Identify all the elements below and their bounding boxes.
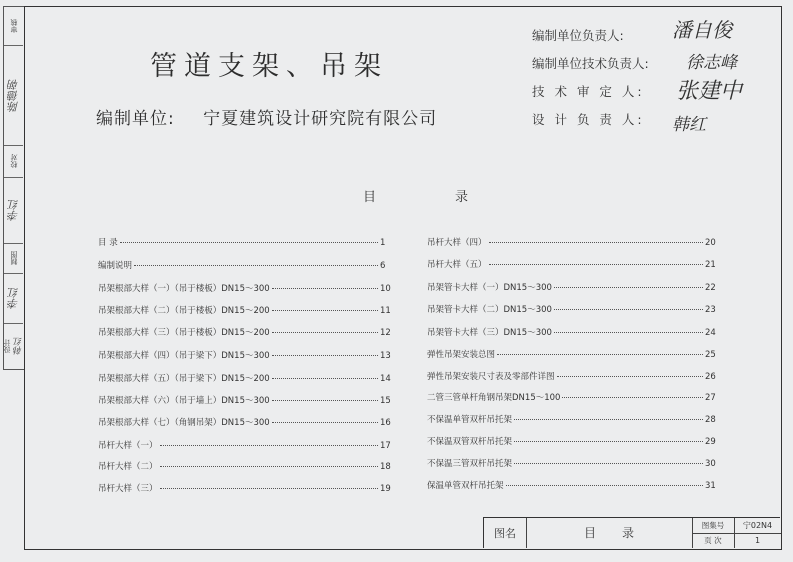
toc-entry[interactable] bbox=[98, 460, 394, 472]
toc-entry[interactable] bbox=[427, 303, 719, 315]
toc-entry-page: 21 bbox=[705, 260, 716, 270]
title-block-set-value: 宁02N4 bbox=[742, 521, 773, 530]
toc-entry[interactable] bbox=[427, 348, 719, 360]
side-signature-proof: 李红 bbox=[6, 199, 20, 221]
toc-entry-leader bbox=[160, 488, 378, 489]
toc-entry[interactable] bbox=[427, 370, 719, 382]
toc-entry-title: 吊架管卡大样（一）DN15～300 bbox=[427, 283, 552, 293]
title-block-page-value: 1 bbox=[754, 535, 761, 545]
toc-entry-leader bbox=[272, 310, 378, 311]
role-designer: 设 计 负 责 人: bbox=[532, 112, 645, 127]
title-block-name-value-b: 录 bbox=[622, 526, 635, 540]
toc-heading-left: 目 bbox=[363, 190, 377, 205]
side-label-proof: 校对 bbox=[9, 154, 18, 168]
toc-entry-page: 10 bbox=[380, 284, 391, 294]
toc-entry-leader bbox=[489, 242, 703, 243]
toc-entry-title: 吊架根部大样（七）（角钢吊架）DN15～300 bbox=[98, 418, 270, 428]
toc-entry-title: 吊杆大样（三） bbox=[98, 484, 158, 494]
signature-unit-head: 潘自俊 bbox=[672, 18, 732, 42]
toc-entry[interactable] bbox=[98, 236, 394, 248]
toc-entry[interactable] bbox=[427, 281, 719, 293]
toc-entry-page: 28 bbox=[705, 415, 716, 425]
toc-entry[interactable] bbox=[98, 326, 394, 338]
toc-entry-title: 吊杆大样（四） bbox=[427, 238, 487, 248]
toc-entry-title: 吊架根部大样（一）（吊于楼板）DN15～300 bbox=[98, 284, 270, 294]
toc-entry[interactable] bbox=[427, 326, 719, 338]
toc-entry-page: 30 bbox=[705, 459, 716, 469]
toc-entry-leader bbox=[272, 378, 378, 379]
toc-entry-title: 弹性吊架安装总图 bbox=[427, 350, 496, 360]
toc-entry-page: 16 bbox=[380, 418, 391, 428]
toc-entry-leader bbox=[120, 242, 378, 243]
title-block-name-label: 图名 bbox=[494, 526, 516, 540]
title-block-name-value-a: 目 bbox=[583, 526, 596, 540]
toc-entry-page: 26 bbox=[705, 372, 716, 382]
toc-entry-leader bbox=[514, 419, 703, 420]
toc-entry-page: 17 bbox=[380, 441, 391, 451]
toc-entry-leader bbox=[160, 466, 378, 467]
toc-entry-leader bbox=[160, 445, 378, 446]
side-cell-design bbox=[4, 323, 23, 369]
signature-tech-head: 徐志峰 bbox=[686, 53, 737, 73]
toc-entry-title: 吊架管卡大样（三）DN15～300 bbox=[427, 328, 552, 338]
toc-entry-page: 11 bbox=[380, 306, 391, 316]
toc-entry-title: 吊架根部大样（二）（吊于楼板）DN15～200 bbox=[98, 306, 270, 316]
toc-entry-leader bbox=[554, 332, 703, 333]
toc-entry-title: 二管三管单杆角钢吊架DN15～100 bbox=[427, 393, 561, 403]
toc-entry-page: 22 bbox=[705, 283, 716, 293]
toc-entry-page: 6 bbox=[380, 261, 386, 271]
toc-entry[interactable] bbox=[427, 391, 719, 403]
toc-entry[interactable] bbox=[98, 416, 394, 428]
toc-entry[interactable] bbox=[98, 439, 394, 451]
toc-entry-leader bbox=[497, 354, 703, 355]
role-unit-head: 编制单位负责人: bbox=[532, 28, 624, 43]
title-block bbox=[483, 517, 780, 548]
toc-entry-title: 吊架根部大样（五）（吊于梁下）DN15～200 bbox=[98, 374, 270, 384]
toc-entry[interactable] bbox=[427, 236, 719, 248]
toc-entry-leader bbox=[514, 463, 703, 464]
title-block-page-label: 页 次 bbox=[704, 535, 722, 545]
toc-entry[interactable] bbox=[427, 435, 719, 447]
toc-entry-page: 20 bbox=[705, 238, 716, 248]
toc-entry[interactable] bbox=[98, 349, 394, 361]
atlas-title: 管道支架、吊架 bbox=[150, 51, 388, 82]
toc-entry-title: 保温单管双杆吊托架 bbox=[427, 481, 504, 491]
signature-reviewer: 张建中 bbox=[676, 79, 743, 104]
side-cell-draw-label bbox=[4, 243, 23, 274]
toc-entry-title: 吊架根部大样（六）（吊于墙上）DN15～300 bbox=[98, 396, 270, 406]
toc-entry-page: 29 bbox=[705, 437, 716, 447]
side-signature-draw: 李红 bbox=[6, 287, 20, 309]
toc-entry[interactable] bbox=[427, 413, 719, 425]
role-reviewer: 技 术 审 定 人: bbox=[532, 84, 645, 99]
toc-entry[interactable] bbox=[98, 372, 394, 384]
side-cell-proof-label bbox=[4, 145, 23, 178]
toc-entry-leader bbox=[272, 332, 378, 333]
side-signature-review: 陈德朝 bbox=[6, 78, 20, 112]
side-signature-strip bbox=[3, 6, 24, 370]
toc-entry-title: 目 录 bbox=[98, 238, 118, 248]
toc-entry-page: 19 bbox=[380, 484, 391, 494]
toc-entry-page: 31 bbox=[705, 481, 716, 491]
toc-entry-page: 13 bbox=[380, 351, 391, 361]
toc-entry[interactable] bbox=[98, 282, 394, 294]
side-cell-proof-sign bbox=[4, 177, 23, 244]
toc-entry-leader bbox=[562, 397, 703, 398]
toc-entry[interactable] bbox=[427, 479, 719, 491]
toc-entry-page: 25 bbox=[705, 350, 716, 360]
toc-entry-leader bbox=[134, 265, 378, 266]
toc-entry-page: 18 bbox=[380, 462, 391, 472]
toc-entry[interactable] bbox=[98, 394, 394, 406]
toc-entry-page: 24 bbox=[705, 328, 716, 338]
toc-entry-title: 吊架管卡大样（二）DN15～300 bbox=[427, 305, 552, 315]
toc-entry-title: 弹性吊架安装尺寸表及零部件详图 bbox=[427, 372, 555, 382]
toc-entry-leader bbox=[272, 422, 378, 423]
toc-entry-title: 吊杆大样（二） bbox=[98, 462, 158, 472]
toc-entry-title: 不保温三管双杆吊托架 bbox=[427, 459, 513, 469]
role-tech-head: 编制单位技术负责人: bbox=[532, 56, 649, 71]
compiling-unit bbox=[96, 104, 437, 129]
compiling-unit-label: 编制单位: bbox=[96, 109, 175, 129]
toc-entry[interactable] bbox=[98, 304, 394, 316]
toc-entry-title: 编制说明 bbox=[98, 261, 133, 271]
toc-entry-leader bbox=[272, 355, 378, 356]
toc-entry-title: 不保温双管双杆吊托架 bbox=[427, 437, 513, 447]
toc-entry[interactable] bbox=[98, 482, 394, 494]
signature-designer: 韩红 bbox=[672, 115, 706, 135]
side-label-design: 设计 bbox=[3, 339, 11, 353]
side-cell-review-sign bbox=[4, 45, 23, 146]
toc-entry-title: 吊架根部大样（三）（吊于楼板）DN15～200 bbox=[98, 328, 270, 338]
toc-entry-title: 吊杆大样（一） bbox=[98, 441, 158, 451]
side-cell-review-label bbox=[4, 7, 23, 46]
toc-entry-leader bbox=[272, 400, 378, 401]
side-signature-design: 韩红 bbox=[14, 337, 24, 355]
toc-entry-page: 14 bbox=[380, 374, 391, 384]
toc-entry-leader bbox=[557, 376, 703, 377]
toc-entry-leader bbox=[506, 485, 703, 486]
toc-entry-page: 15 bbox=[380, 396, 391, 406]
toc-entry-leader bbox=[489, 264, 703, 265]
toc-entry-leader bbox=[554, 287, 703, 288]
toc-entry-page: 23 bbox=[705, 305, 716, 315]
side-label-draw: 制图 bbox=[9, 251, 18, 265]
toc-entry-leader bbox=[554, 309, 703, 310]
toc-entry-title: 吊杆大样（五） bbox=[427, 260, 487, 270]
toc-entry-page: 27 bbox=[705, 393, 716, 403]
toc-entry[interactable] bbox=[427, 457, 719, 469]
toc-entry-leader bbox=[514, 441, 703, 442]
toc-entry-title: 吊架根部大样（四）（吊于梁下）DN15～300 bbox=[98, 351, 270, 361]
toc-heading-right: 录 bbox=[455, 190, 469, 205]
toc-entry-leader bbox=[272, 288, 378, 289]
toc-entry-page: 1 bbox=[380, 238, 386, 248]
toc-entry[interactable] bbox=[427, 258, 719, 270]
title-block-name-value bbox=[526, 518, 692, 547]
toc-entry-page: 12 bbox=[380, 328, 391, 338]
title-block-set-label: 图集号 bbox=[701, 521, 725, 530]
toc-entry-title: 不保温单管双杆吊托架 bbox=[427, 415, 513, 425]
side-label-review: 审核 bbox=[9, 19, 18, 33]
compiling-unit-name: 宁夏建筑设计研究院有限公司 bbox=[203, 109, 438, 129]
side-cell-draw-sign bbox=[4, 273, 23, 324]
toc-entry[interactable] bbox=[98, 259, 394, 271]
